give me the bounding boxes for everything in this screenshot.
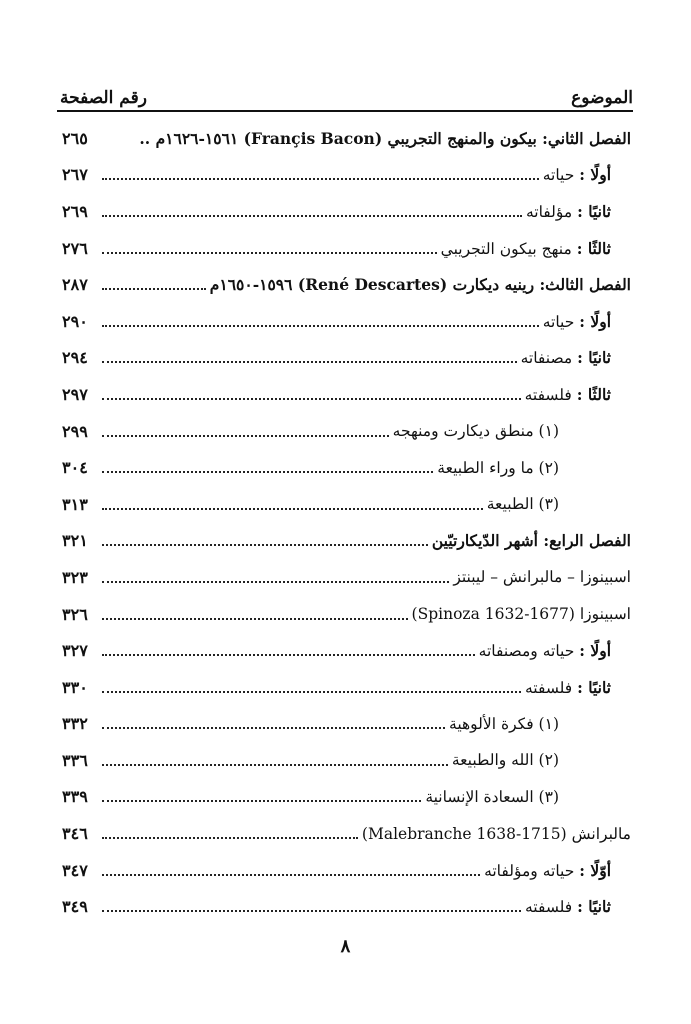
toc-entry-ordinal: أوّلًا :: [579, 860, 611, 880]
toc-leader-dots: [102, 434, 389, 437]
header-page-label: رقم الصفحة: [60, 88, 147, 108]
toc-leader-dots: [102, 836, 358, 839]
toc-leader-dots: [102, 360, 517, 363]
toc-entry-page: ٣٢٦: [62, 604, 88, 624]
toc-entry-title: [525, 385, 631, 404]
toc-leader-dots: [102, 873, 480, 876]
toc-entry-page: ٣٣٢: [62, 714, 88, 734]
toc-entry-ordinal: ثانيًا :: [577, 201, 611, 221]
toc-entry-title: [521, 348, 631, 367]
toc-leader-dots: [102, 617, 408, 620]
toc-entry-title: [479, 641, 631, 660]
toc-entry-text: (١) منطق ديكارت ومنهجه: [392, 422, 559, 441]
toc-entry: [62, 486, 631, 523]
toc-entry: [62, 888, 631, 925]
toc-entry: [62, 523, 631, 560]
toc-entry-text: اسبينوزا – مالبرانش – ليبنتز: [453, 568, 631, 587]
toc-entry: [62, 230, 631, 267]
toc-entry-title: [437, 459, 631, 477]
toc-entry: [62, 193, 631, 230]
toc-entry-text: الفصل الثاني: بيكون والمنهج التجريبي (Françis Bacon) ١٥٦١-١٦٢٦م ..: [139, 128, 631, 148]
toc-entry-text: منهج بيكون التجريبي: [440, 239, 572, 258]
toc-entry: [62, 303, 631, 340]
toc-entry: [62, 632, 631, 669]
toc-entry-page: ٣٣٩: [62, 787, 88, 807]
toc-leader-dots: [102, 397, 521, 400]
toc-entry-page: ٣١٣: [62, 494, 88, 514]
toc-entry-page: ٢٩٩: [62, 421, 88, 441]
toc-leader-dots: [102, 653, 475, 656]
toc-entry-ordinal: ثالثًا :: [576, 384, 611, 404]
toc-entry-title: [452, 751, 631, 769]
toc-entry-text: (١) فكرة الألوهية: [449, 714, 559, 733]
toc-entry-page: ٣٠٤: [62, 458, 88, 478]
toc-leader-dots: [102, 214, 522, 217]
toc-entry-title: [362, 825, 631, 843]
toc-entry-text: حياته ومؤلفاته: [484, 861, 575, 880]
toc-entry: [62, 706, 631, 743]
toc-entry: [62, 779, 631, 816]
toc-entry-title: [525, 678, 631, 697]
toc-entry: [62, 340, 631, 377]
toc-leader-dots: [102, 470, 433, 473]
toc-header: [60, 78, 633, 108]
toc-entry-page: ٣٢١: [62, 531, 88, 551]
toc-entry-title: [425, 788, 631, 806]
toc-entry-page: ٣٣٦: [62, 750, 88, 770]
toc-entry-page: ٢٧٦: [62, 238, 88, 258]
toc-entry-title: [139, 129, 631, 148]
toc-entry-ordinal: ثانيًا :: [577, 677, 611, 697]
toc-entry-text: حياته: [542, 166, 575, 185]
toc-entry-text: فلسفته: [524, 678, 573, 697]
toc-list: [62, 120, 631, 925]
toc-entry-text: مؤلفاته: [525, 202, 573, 221]
toc-entry: [62, 669, 631, 706]
toc-entry-text: (٢) الله والطبيعة: [451, 751, 559, 770]
toc-entry-ordinal: ثانيًا :: [577, 348, 611, 368]
toc-entry-ordinal: أولًا :: [579, 311, 611, 331]
toc-entry-text: فلسفته: [524, 898, 573, 917]
toc-leader-dots: [102, 507, 483, 510]
toc-leader-dots: [102, 142, 135, 143]
toc-entry-page: ٢٩٧: [62, 384, 88, 404]
toc-entry-title: [441, 239, 631, 258]
toc-entry-title: [543, 165, 631, 184]
toc-entry-page: ٢٦٥: [62, 128, 88, 148]
toc-entry: [62, 815, 631, 852]
toc-entry-text: حياته ومصنفاته: [478, 642, 575, 661]
toc-entry-text: مصنفاته: [520, 349, 573, 368]
toc-leader-dots: [102, 763, 448, 766]
toc-entry-title: [526, 202, 631, 221]
toc-entry-text: الفصل الثالث: رينيه ديكارت (René Descartes) ١٥٩٦-١٦٥٠م: [209, 275, 631, 295]
toc-entry-ordinal: أولًا :: [579, 165, 611, 185]
toc-entry-page: ٢٦٧: [62, 165, 88, 185]
toc-entry-text: حياته: [542, 312, 575, 331]
toc-entry: [62, 120, 631, 157]
toc-entry-title: [449, 715, 631, 733]
toc-entry-text: (٢) ما وراء الطبيعة: [437, 458, 559, 477]
toc-entry-title: [432, 531, 631, 550]
toc-entry: [62, 559, 631, 596]
toc-entry-text: اسبينوزا (Spinoza 1632-1677): [411, 605, 631, 624]
header-divider: [57, 110, 633, 112]
toc-entry-page: ٢٩٠: [62, 311, 88, 331]
toc-entry-page: ٣٣٠: [62, 677, 88, 697]
toc-entry-page: ٢٦٩: [62, 201, 88, 221]
toc-entry-page: ٣٤٧: [62, 860, 88, 880]
toc-entry-page: ٣٤٩: [62, 897, 88, 917]
toc-entry-title: [525, 897, 631, 916]
toc-entry-title: [412, 605, 631, 623]
toc-leader-dots: [102, 177, 539, 180]
toc-entry-page: ٣٢٣: [62, 567, 88, 587]
toc-entry-text: (٣) السعادة الإنسانية: [425, 787, 559, 806]
toc-entry-text: الفصل الرابع: أشهر الدّيكارتيّين: [431, 531, 631, 551]
page-number: ٨: [340, 936, 351, 957]
toc-entry-text: فلسفته: [524, 385, 572, 404]
toc-entry: [62, 596, 631, 633]
toc-entry-ordinal: أولًا :: [579, 641, 611, 661]
toc-leader-dots: [102, 909, 521, 912]
toc-entry: [62, 852, 631, 889]
toc-entry: [62, 266, 631, 303]
toc-entry-page: ٣٤٦: [62, 824, 88, 844]
toc-entry-title: [484, 861, 631, 880]
header-topic-label: الموضوع: [571, 88, 633, 108]
toc-entry-text: (٣) الطبيعة: [486, 495, 559, 514]
toc-entry: [62, 742, 631, 779]
toc-leader-dots: [102, 324, 539, 327]
toc-leader-dots: [102, 543, 428, 546]
toc-entry-title: [487, 495, 631, 513]
toc-entry: [62, 449, 631, 486]
toc-leader-dots: [102, 726, 445, 729]
toc-entry-title: [543, 312, 631, 331]
toc-leader-dots: [102, 287, 206, 290]
toc-entry-title: [210, 275, 631, 294]
toc-entry: [62, 376, 631, 413]
toc-leader-dots: [102, 799, 421, 802]
toc-entry-page: ٢٨٧: [62, 275, 88, 295]
toc-entry-title: [453, 568, 631, 586]
toc-entry-page: ٣٢٧: [62, 641, 88, 661]
toc-leader-dots: [102, 580, 449, 583]
toc-leader-dots: [102, 690, 521, 693]
toc-entry-text: مالبرانش (Malebranche 1638-1715): [361, 824, 631, 843]
toc-entry-page: ٢٩٤: [62, 348, 88, 368]
toc-entry-ordinal: ثانيًا :: [577, 897, 611, 917]
toc-entry-ordinal: ثالثًا :: [576, 238, 611, 258]
toc-leader-dots: [102, 251, 437, 254]
toc-entry-title: [393, 422, 631, 440]
toc-entry: [62, 157, 631, 194]
toc-entry: [62, 413, 631, 450]
